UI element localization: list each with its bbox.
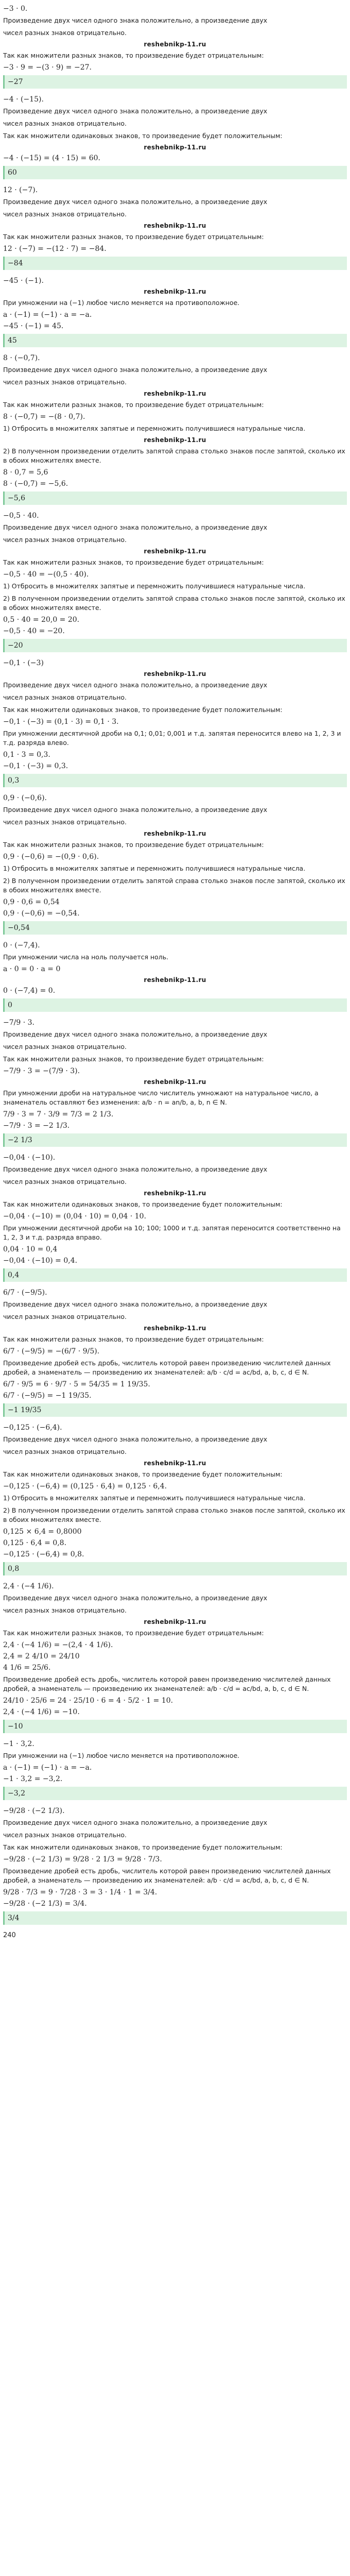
- expression: −0,04 · (−10).: [3, 1154, 56, 1162]
- solution-block: [3, 1805, 347, 1925]
- calculation: a · (−1) = (−1) · a = −a.: [3, 1764, 92, 1772]
- rule-text: Произведение дробей есть дробь, числитель которой равен произведению числителей данных дробей, а знаменатель — произведению их знаменателей: a/b · c/d = ac/bd, a, b, c, d ∈ N.: [3, 1359, 331, 1376]
- expression: −4 · (−15).: [3, 95, 44, 104]
- answer: 0,4: [3, 1268, 347, 1282]
- calculation: −0,5 · 40 = −(0,5 · 40).: [3, 570, 89, 579]
- calculation: 2,4 · (−4 1/6) = −(2,4 · 4 1/6).: [3, 1641, 113, 1649]
- rule-text: Произведение двух чисел одного знака положительно, а произведение двух: [3, 523, 268, 531]
- rule-text: 1) Отбросить в множителях запятые и перемножить получившиеся натуральные числа.: [3, 425, 306, 432]
- calculation: −0,125 · (−6,4) = 0,8.: [3, 1550, 84, 1558]
- solution-block: [3, 1422, 347, 1575]
- rule-text: чисел разных знаков отрицательно.: [3, 1606, 127, 1614]
- calculation: 4 1/6 = 25/6.: [3, 1664, 51, 1672]
- calculation: a · (−1) = (−1) · a = −a.: [3, 311, 92, 319]
- expression: −9/28 · (−2 1/3).: [3, 1807, 65, 1815]
- rule-text: Произведение двух чисел одного знака положительно, а произведение двух: [3, 16, 268, 24]
- expression: 6/7 · (−9/5).: [3, 1289, 47, 1297]
- rule-text: При умножении на (−1) любое число меняется на противоположное.: [3, 1752, 240, 1759]
- watermark: reshebnikp-11.ru: [144, 670, 206, 677]
- rule-text: Произведение двух чисел одного знака положительно, а произведение двух: [3, 1594, 268, 1602]
- rule-text: Так как множители одинаковых знаков, то произведение будет положительным:: [3, 1843, 283, 1851]
- rule-text: Произведение двух чисел одного знака положительно, а произведение двух: [3, 198, 268, 206]
- solution-block: [3, 792, 347, 935]
- solution-block: [3, 94, 347, 179]
- rule-text: При умножении на (−1) любое число меняется на противоположное.: [3, 299, 240, 307]
- expression: −0,125 · (−6,4).: [3, 1423, 62, 1432]
- answer: −10: [3, 1720, 347, 1733]
- watermark: reshebnikp-11.ru: [144, 1618, 206, 1625]
- solution-block: [3, 352, 347, 505]
- page-number: 240: [3, 1931, 16, 1939]
- calculation: −3 · 9 = −(3 · 9) = −27.: [3, 63, 92, 72]
- calculation: −7/9 · 3 = −(7/9 · 3).: [3, 1067, 80, 1075]
- rule-text: Произведение дробей есть дробь, числитель которой равен произведению числителей данных дробей, а знаменатель — произведению их знаменателей: a/b · c/d = ac/bd, a, b, c, d ∈ N.: [3, 1675, 331, 1692]
- calculation: −0,04 · (−10) = (0,04 · 10) = 0,04 · 10.: [3, 1212, 147, 1221]
- answer: −0,54: [3, 921, 347, 935]
- solution-block: [3, 275, 347, 347]
- calculation: 6/7 · 9/5 = 6 · 9/7 · 5 = 54/35 = 1 19/35.: [3, 1380, 150, 1388]
- rule-text: чисел разных знаков отрицательно.: [3, 818, 127, 826]
- answer: −3,2: [3, 1787, 347, 1800]
- calculation: −45 · (−1) = 45.: [3, 322, 64, 330]
- rule-text: Произведение двух чисел одного знака положительно, а произведение двух: [3, 806, 268, 814]
- watermark: reshebnikp-11.ru: [144, 436, 206, 444]
- calculation: 8 · 0,7 = 5,6: [3, 468, 48, 477]
- rule-text: При умножении числа на ноль получается ноль.: [3, 953, 169, 961]
- rule-text: Произведение двух чисел одного знака положительно, а произведение двух: [3, 1300, 268, 1308]
- watermark: reshebnikp-11.ru: [144, 1460, 206, 1467]
- watermark: reshebnikp-11.ru: [144, 41, 206, 48]
- calculation: −9/28 · (−2 1/3) = 3/4.: [3, 1900, 87, 1908]
- watermark: reshebnikp-11.ru: [144, 830, 206, 837]
- rule-text: При умножении десятичной дроби на 10; 100; 1000 и т.д. запятая переносится соответственно на 1, 2, 3 и т.д. разряда вправо.: [3, 1224, 341, 1241]
- calculation: 24/10 · 25/6 = 24 · 25/10 · 6 = 4 · 5/2 · 1 = 10.: [3, 1697, 173, 1705]
- rule-text: чисел разных знаков отрицательно.: [3, 210, 127, 218]
- calculation: 9/28 · 7/3 = 9 · 7/28 · 3 = 3 · 1/4 · 1 = 3/4.: [3, 1888, 157, 1896]
- rule-text: чисел разных знаков отрицательно.: [3, 378, 127, 386]
- calculation: 6/7 · (−9/5) = −(6/7 · 9/5).: [3, 1347, 100, 1355]
- rule-text: Так как множители разных знаков, то произведение будет отрицательным:: [3, 401, 264, 409]
- answer: −1 19/35: [3, 1403, 347, 1417]
- rule-text: чисел разных знаков отрицательно.: [3, 120, 127, 127]
- rule-text: 1) Отбросить в множителях запятые и перемножить получившиеся натуральные числа.: [3, 865, 306, 872]
- solution-block: [3, 1152, 347, 1282]
- calculation: −0,1 · (−3) = (0,1 · 3) = 0,1 · 3.: [3, 718, 119, 726]
- rule-text: При умножении дроби на натуральное число числитель умножают на натуральное число, а знаменатель оставляют без изменения: a/b · n = an/b, a, b, n ∈ N.: [3, 1089, 319, 1106]
- watermark: reshebnikp-11.ru: [144, 390, 206, 397]
- answer: −2 1/3: [3, 1133, 347, 1147]
- calculation: 0,9 · 0,6 = 0,54: [3, 898, 60, 906]
- answer: −84: [3, 257, 347, 270]
- rule-text: чисел разных знаков отрицательно.: [3, 1313, 127, 1320]
- rule-text: При умножении десятичной дроби на 0,1; 0,01; 0,001 и т.д. запятая переносится влево на 1, 2, 3 и т.д. разряда влево.: [3, 730, 341, 747]
- rule-text: 2) В полученном произведении отделить запятой справа столько знаков после запятой, сколько их в обоих множителях вместе.: [3, 877, 345, 894]
- calculation: 0,125 · 6,4 = 0,8.: [3, 1539, 67, 1547]
- expression: 8 · (−0,7).: [3, 354, 40, 362]
- rule-text: Так как множители одинаковых знаков, то произведение будет положительным:: [3, 132, 283, 140]
- rule-text: 2) В полученном произведении отделить запятой справа столько знаков после запятой, сколько их в обоих множителях вместе.: [3, 1506, 345, 1523]
- calculation: −0,125 · (−6,4) = (0,125 · 6,4) = 0,125 · 6,4.: [3, 1482, 167, 1490]
- rule-text: 2) В полученном произведении отделить запятой справа столько знаков после запятой, сколько их в обоих множителях вместе.: [3, 447, 345, 464]
- expression: 0 · (−7,4).: [3, 941, 40, 950]
- calculation: 0,9 · (−0,6) = −(0,9 · 0,6).: [3, 853, 99, 861]
- solution-block: [3, 3, 347, 89]
- watermark: reshebnikp-11.ru: [144, 288, 206, 295]
- expression: −1 · 3,2.: [3, 1740, 34, 1748]
- watermark: reshebnikp-11.ru: [144, 144, 206, 151]
- answer: 45: [3, 334, 347, 347]
- answer: 0,8: [3, 1562, 347, 1575]
- solution-block: [3, 940, 347, 1012]
- rule-text: чисел разных знаков отрицательно.: [3, 1043, 127, 1050]
- rule-text: Так как множители разных знаков, то произведение будет отрицательным:: [3, 1335, 264, 1343]
- expression: 2,4 · (−4 1/6).: [3, 1582, 54, 1590]
- calculation: −0,1 · (−3) = 0,3.: [3, 762, 68, 770]
- rule-text: Произведение двух чисел одного знака положительно, а произведение двух: [3, 366, 268, 374]
- watermark: reshebnikp-11.ru: [144, 222, 206, 229]
- calculation: 0,1 · 3 = 0,3.: [3, 751, 50, 759]
- expression: −0,1 · (−3): [3, 659, 44, 667]
- answer: −27: [3, 75, 347, 89]
- calculation: 8 · (−0,7) = −(8 · 0,7).: [3, 413, 85, 421]
- calculation: 2,4 = 2 4/10 = 24/10: [3, 1652, 80, 1660]
- watermark: reshebnikp-11.ru: [144, 1325, 206, 1332]
- calculation: 6/7 · (−9/5) = −1 19/35.: [3, 1392, 92, 1400]
- rule-text: 2) В полученном произведении отделить запятой справа столько знаков после запятой, сколько их в обоих множителях вместе.: [3, 595, 345, 612]
- rule-text: Так как множители одинаковых знаков, то произведение будет положительным:: [3, 706, 283, 714]
- answer: 60: [3, 166, 347, 179]
- calculation: −4 · (−15) = (4 · 15) = 60.: [3, 154, 100, 162]
- rule-text: чисел разных знаков отрицательно.: [3, 1178, 127, 1185]
- rule-text: чисел разных знаков отрицательно.: [3, 536, 127, 544]
- solution-block: [3, 1287, 347, 1417]
- calculation: −7/9 · 3 = −2 1/3.: [3, 1122, 70, 1130]
- watermark: reshebnikp-11.ru: [144, 976, 206, 984]
- rule-text: Произведение двух чисел одного знака положительно, а произведение двух: [3, 107, 268, 115]
- calculation: a · 0 = 0 · a = 0: [3, 965, 61, 973]
- rule-text: чисел разных знаков отрицательно.: [3, 1448, 127, 1455]
- calculation: −9/28 · (−2 1/3) = 9/28 · 2 1/3 = 9/28 · 7/3.: [3, 1855, 162, 1863]
- rule-text: 1) Отбросить в множителях запятые и перемножить получившиеся натуральные числа.: [3, 1494, 306, 1502]
- rule-text: Так как множители разных знаков, то произведение будет отрицательным:: [3, 233, 264, 241]
- calculation: −0,04 · (−10) = 0,4.: [3, 1257, 78, 1265]
- rule-text: Произведение двух чисел одного знака положительно, а произведение двух: [3, 1030, 268, 1038]
- rule-text: Так как множители одинаковых знаков, то произведение будет положительным:: [3, 1200, 283, 1208]
- rule-text: Так как множители разных знаков, то произведение будет отрицательным:: [3, 52, 264, 59]
- solution-block: [3, 510, 347, 652]
- watermark: reshebnikp-11.ru: [144, 1190, 206, 1197]
- rule-text: Произведение дробей есть дробь, числитель которой равен произведению числителей данных дробей, а знаменатель — произведению их знаменателей: a/b · c/d = ac/bd, a, b, c, d ∈ N.: [3, 1867, 331, 1884]
- calculation: −1 · 3,2 = −3,2.: [3, 1775, 63, 1783]
- rule-text: Так как множители разных знаков, то произведение будет отрицательным:: [3, 1629, 264, 1637]
- answer: −20: [3, 639, 347, 652]
- rule-text: Произведение двух чисел одного знака положительно, а произведение двух: [3, 1165, 268, 1173]
- rule-text: Так как множители разных знаков, то произведение будет отрицательным:: [3, 1055, 264, 1063]
- rule-text: Так как множители одинаковых знаков, то произведение будет положительным:: [3, 1470, 283, 1478]
- answer: 0: [3, 998, 347, 1012]
- calculation: 8 · (−0,7) = −5,6.: [3, 480, 68, 488]
- answer: 0,3: [3, 774, 347, 787]
- expression: −45 · (−1).: [3, 277, 44, 285]
- solution-block: [3, 1017, 347, 1147]
- watermark: reshebnikp-11.ru: [144, 548, 206, 555]
- rule-text: Так как множители разных знаков, то произведение будет отрицательным:: [3, 841, 264, 849]
- calculation: −0,5 · 40 = −20.: [3, 627, 65, 635]
- calculation: 12 · (−7) = −(12 · 7) = −84.: [3, 245, 107, 253]
- expression: 0,9 · (−0,6).: [3, 794, 47, 802]
- expression: 12 · (−7).: [3, 186, 38, 194]
- calculation: 0,9 · (−0,6) = −0,54.: [3, 909, 80, 918]
- solution-block: [3, 1581, 347, 1733]
- rule-text: Произведение двух чисел одного знака положительно, а произведение двух: [3, 1435, 268, 1443]
- expression: −0,5 · 40.: [3, 512, 39, 520]
- answer: −5,6: [3, 492, 347, 505]
- solution-block: [3, 657, 347, 787]
- rule-text: Произведение двух чисел одного знака положительно, а произведение двух: [3, 1819, 268, 1826]
- calculation: 0 · (−7,4) = 0.: [3, 987, 56, 995]
- rule-text: 1) Отбросить в множителях запятые и перемножить получившиеся натуральные числа.: [3, 582, 306, 590]
- calculation: 0,04 · 10 = 0,4: [3, 1245, 58, 1253]
- rule-text: чисел разных знаков отрицательно.: [3, 693, 127, 701]
- expression: −7/9 · 3.: [3, 1019, 34, 1027]
- rule-text: чисел разных знаков отрицательно.: [3, 29, 127, 37]
- solution-block: [3, 184, 347, 270]
- calculation: 0,5 · 40 = 20,0 = 20.: [3, 616, 80, 624]
- calculation: 2,4 · (−4 1/6) = −10.: [3, 1708, 80, 1716]
- solution-block: [3, 1738, 347, 1800]
- rule-text: Произведение двух чисел одного знака положительно, а произведение двух: [3, 681, 268, 689]
- rule-text: чисел разных знаков отрицательно.: [3, 1831, 127, 1839]
- calculation: 7/9 · 3 = 7 · 3/9 = 7/3 = 2 1/3.: [3, 1110, 114, 1118]
- watermark: reshebnikp-11.ru: [144, 1078, 206, 1086]
- rule-text: Так как множители разных знаков, то произведение будет отрицательным:: [3, 558, 264, 566]
- calculation: 0,125 × 6,4 = 0,8000: [3, 1528, 82, 1536]
- expression: −3 · 0.: [3, 5, 28, 13]
- answer: 3/4: [3, 1911, 347, 1925]
